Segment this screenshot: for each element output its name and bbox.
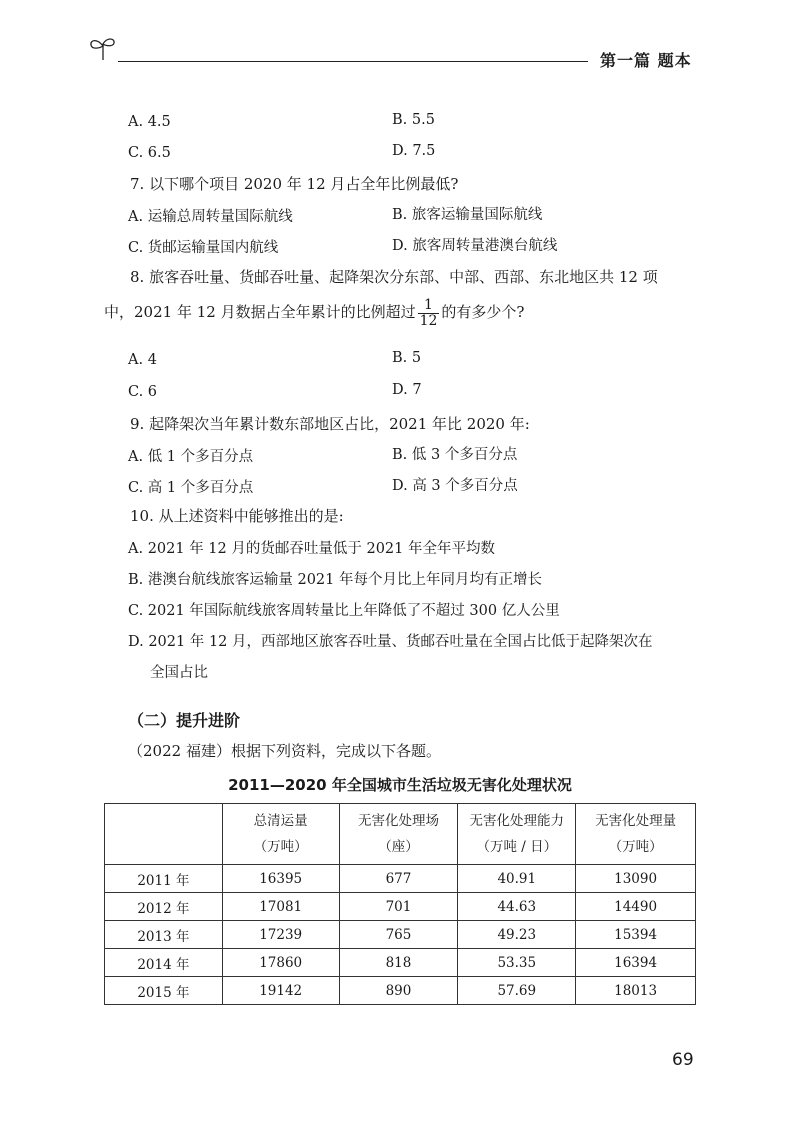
- table-cell: 818: [339, 949, 458, 977]
- table-row: [105, 921, 696, 949]
- table-cell: 16394: [576, 949, 696, 977]
- header-title: 第一篇 题本: [600, 51, 692, 70]
- table-cell: 17239: [222, 921, 339, 949]
- table-cell-year: 2012 年: [105, 893, 223, 921]
- q8-stem-before: 中，2021 年 12 月数据占全年累计的比例超过: [104, 303, 416, 322]
- table-cell: 53.35: [458, 949, 576, 977]
- q6-option-c: C. 6.5: [128, 145, 171, 161]
- q7-option-b: B. 旅客运输量国际航线: [392, 207, 543, 223]
- intro-text: （2022 福建）根据下列资料，完成以下各题。: [128, 742, 441, 760]
- header-cell: [458, 804, 576, 865]
- page-number: 69: [672, 1050, 694, 1070]
- header-cell: [222, 804, 339, 865]
- q6-option-d: D. 7.5: [392, 143, 436, 159]
- q8-stem-line2: [104, 298, 524, 328]
- table-cell: 890: [339, 977, 458, 1005]
- table-cell: 44.63: [458, 893, 576, 921]
- q9-option-c: C. 高 1 个多百分点: [128, 480, 254, 496]
- section-title: （二）提升进阶: [128, 711, 241, 730]
- q7-stem: 7. 以下哪个项目 2020 年 12 月占全年比例最低?: [130, 175, 459, 193]
- header-label: 无害化处理能力: [469, 813, 565, 829]
- header-unit: （万吨）: [608, 839, 663, 855]
- header-cell: [339, 804, 458, 865]
- q9-option-a: A. 低 1 个多百分点: [128, 449, 254, 465]
- q10-stem: 10. 从上述资料中能够推出的是:: [130, 507, 344, 525]
- q8-option-b: B. 5: [392, 350, 422, 366]
- table-cell: 765: [339, 921, 458, 949]
- header-cell: [576, 804, 696, 865]
- q10-option-d: D. 2021 年 12 月，西部地区旅客吞吐量、货邮吞吐量在全国占比低于起降架次在: [128, 634, 653, 650]
- table-cell-year: 2015 年: [105, 977, 223, 1005]
- q8-option-a: A. 4: [128, 352, 157, 368]
- table-cell: 19142: [222, 977, 339, 1005]
- table-row: [105, 977, 696, 1005]
- table-cell: 18013: [576, 977, 696, 1005]
- table-header-row: [105, 804, 696, 865]
- q9-option-d: D. 高 3 个多百分点: [392, 478, 518, 494]
- q10-option-b: B. 港澳台航线旅客运输量 2021 年每个月比上年同月均有正增长: [128, 572, 542, 588]
- header-cell-corner: [105, 804, 223, 865]
- q8-stem-line1: 8. 旅客吞吐量、货邮吞吐量、起降架次分东部、中部、西部、东北地区共 12 项: [130, 268, 658, 286]
- table-cell: 677: [339, 865, 458, 893]
- q10-option-a: A. 2021 年 12 月的货邮吞吐量低于 2021 年全年平均数: [128, 541, 495, 557]
- table-cell: 16395: [222, 865, 339, 893]
- table-cell: 57.69: [458, 977, 576, 1005]
- q7-option-c: C. 货邮运输量国内航线: [128, 240, 279, 256]
- header-rule: [118, 61, 588, 62]
- fraction: [418, 298, 440, 328]
- q7-option-a: A. 运输总周转量国际航线: [128, 209, 293, 225]
- sprout-icon: [88, 34, 118, 62]
- q9-option-b: B. 低 3 个多百分点: [392, 447, 518, 463]
- table-cell: 40.91: [458, 865, 576, 893]
- table-row: [105, 865, 696, 893]
- table-cell: 17860: [222, 949, 339, 977]
- table-cell: 701: [339, 893, 458, 921]
- table-title: 2011—2020 年全国城市生活垃圾无害化处理状况: [228, 776, 572, 794]
- q10-option-c: C. 2021 年国际航线旅客周转量比上年降低了不超过 300 亿人公里: [128, 603, 560, 619]
- header-label: 总清运量: [253, 813, 308, 829]
- table-row: [105, 893, 696, 921]
- q8-option-d: D. 7: [392, 382, 422, 398]
- q9-stem: 9. 起降架次当年累计数东部地区占比，2021 年比 2020 年:: [130, 415, 530, 433]
- table-row: [105, 949, 696, 977]
- q8-stem-after: 的有多少个?: [441, 303, 525, 322]
- table-cell-year: 2014 年: [105, 949, 223, 977]
- table-cell: 13090: [576, 865, 696, 893]
- data-table: [104, 803, 696, 1005]
- header-unit: （座）: [378, 839, 419, 855]
- fraction-denominator: 12: [419, 312, 438, 329]
- table-cell: 49.23: [458, 921, 576, 949]
- table-cell: 15394: [576, 921, 696, 949]
- header-label: 无害化处理场: [357, 813, 439, 829]
- fraction-numerator: 1: [418, 298, 440, 314]
- header-label: 无害化处理量: [595, 813, 677, 829]
- q10-option-d-cont: 全国占比: [150, 665, 208, 681]
- table-cell-year: 2013 年: [105, 921, 223, 949]
- q6-option-a: A. 4.5: [128, 114, 171, 130]
- q8-option-c: C. 6: [128, 384, 158, 400]
- table-cell: 17081: [222, 893, 339, 921]
- q6-option-b: B. 5.5: [392, 112, 435, 128]
- q7-option-d: D. 旅客周转量港澳台航线: [392, 238, 558, 254]
- table-cell: 14490: [576, 893, 696, 921]
- table-cell-year: 2011 年: [105, 865, 223, 893]
- header-unit: （万吨 / 日）: [476, 839, 558, 855]
- header-unit: （万吨）: [253, 839, 308, 855]
